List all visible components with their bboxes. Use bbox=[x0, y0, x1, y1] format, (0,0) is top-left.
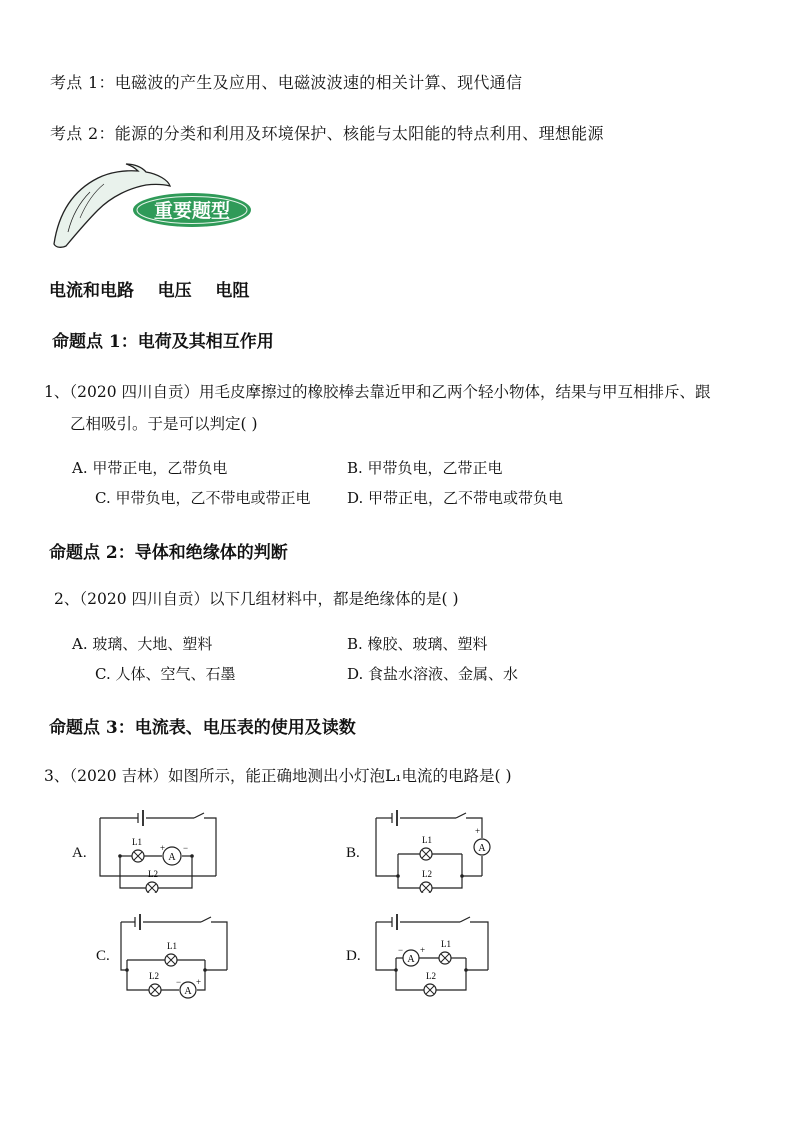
kaodian-2: 考点 2：能源的分类和利用及环境保护、核能与太阳能的特点利用、理想能源 bbox=[50, 124, 604, 143]
circuit-label-a: A. bbox=[72, 845, 87, 861]
lamp-l1-icon bbox=[165, 954, 177, 966]
topic-1-title: 命题点 1：电荷及其相互作用 bbox=[52, 332, 274, 352]
question-2-line1: 2、（2020 四川自贡）以下几组材料中，都是绝缘体的是( ) bbox=[54, 590, 459, 608]
circuit-c bbox=[115, 910, 240, 1002]
ammeter-label: A bbox=[407, 954, 415, 965]
circuit-a bbox=[92, 808, 222, 893]
ammeter-icon bbox=[180, 982, 196, 998]
ammeter-plus: + bbox=[420, 945, 426, 955]
q1-option-d: D. 甲带正电，乙不带电或带负电 bbox=[347, 489, 564, 507]
ammeter-plus: + bbox=[475, 826, 481, 836]
lamp-l1-label: L1 bbox=[422, 835, 432, 845]
lamp-l1-label: L1 bbox=[441, 939, 451, 949]
topic-3-title: 命题点 3：电流表、电压表的使用及读数 bbox=[49, 718, 356, 738]
question-1-line1: 1、（2020 四川自贡）用毛皮摩擦过的橡胶棒去靠近甲和乙两个轻小物体，结果与甲互相排斥、跟 bbox=[44, 383, 711, 401]
lamp-l1-icon bbox=[439, 952, 451, 964]
lamp-l1-icon bbox=[420, 848, 432, 860]
lamp-l2-label: L2 bbox=[426, 971, 436, 981]
dolphin-icon bbox=[50, 162, 260, 250]
section-title: 电流和电路 电压 电阻 bbox=[49, 281, 250, 301]
q1-option-a: A. 甲带正电，乙带负电 bbox=[72, 459, 228, 477]
lamp-l2-icon bbox=[424, 984, 436, 996]
ammeter-icon bbox=[403, 950, 419, 966]
lamp-l2-icon bbox=[420, 882, 432, 893]
ammeter-label: A bbox=[184, 986, 192, 997]
topic-2-title: 命题点 2：导体和绝缘体的判断 bbox=[49, 543, 288, 563]
q2-option-b: B. 橡胶、玻璃、塑料 bbox=[347, 635, 488, 653]
lamp-l2-icon bbox=[146, 882, 158, 893]
banner-title: 重要题型 bbox=[153, 201, 231, 222]
q1-option-c: C. 甲带负电，乙不带电或带正电 bbox=[95, 489, 311, 507]
ammeter-minus: − bbox=[398, 945, 404, 955]
circuit-label-b: B. bbox=[346, 845, 360, 861]
circuit-b bbox=[368, 808, 498, 893]
banner bbox=[50, 162, 260, 250]
q1-option-b: B. 甲带负电，乙带正电 bbox=[347, 459, 503, 477]
q2-option-c: C. 人体、空气、石墨 bbox=[95, 665, 236, 683]
q2-option-a: A. 玻璃、大地、塑料 bbox=[72, 635, 213, 653]
circuit-label-c: C. bbox=[96, 948, 110, 964]
ammeter-label: A bbox=[478, 843, 486, 854]
ammeter-plus: + bbox=[196, 977, 202, 987]
lamp-l2-icon bbox=[149, 984, 161, 996]
lamp-l2-label: L2 bbox=[422, 869, 432, 879]
ammeter-plus: + bbox=[160, 843, 166, 853]
lamp-l1-icon bbox=[132, 850, 144, 862]
ammeter-label: A bbox=[168, 852, 176, 863]
circuit-d bbox=[370, 910, 495, 1002]
ammeter-minus: − bbox=[176, 977, 182, 987]
lamp-l1-label: L1 bbox=[132, 837, 142, 847]
question-1-line2: 乙相吸引。于是可以判定( ) bbox=[70, 415, 258, 433]
kaodian-1: 考点 1：电磁波的产生及应用、电磁波波速的相关计算、现代通信 bbox=[50, 73, 523, 92]
q2-option-d: D. 食盐水溶液、金属、水 bbox=[347, 665, 519, 683]
lamp-l2-label: L2 bbox=[148, 869, 158, 879]
ammeter-icon bbox=[163, 847, 181, 865]
lamp-l1-label: L1 bbox=[167, 941, 177, 951]
ammeter-minus: − bbox=[183, 843, 189, 853]
circuit-label-d: D. bbox=[346, 948, 361, 964]
ammeter-icon bbox=[474, 839, 490, 855]
lamp-l2-label: L2 bbox=[149, 971, 159, 981]
question-3-line1: 3、（2020 吉林）如图所示，能正确地测出小灯泡L₁电流的电路是( ) bbox=[44, 767, 512, 785]
